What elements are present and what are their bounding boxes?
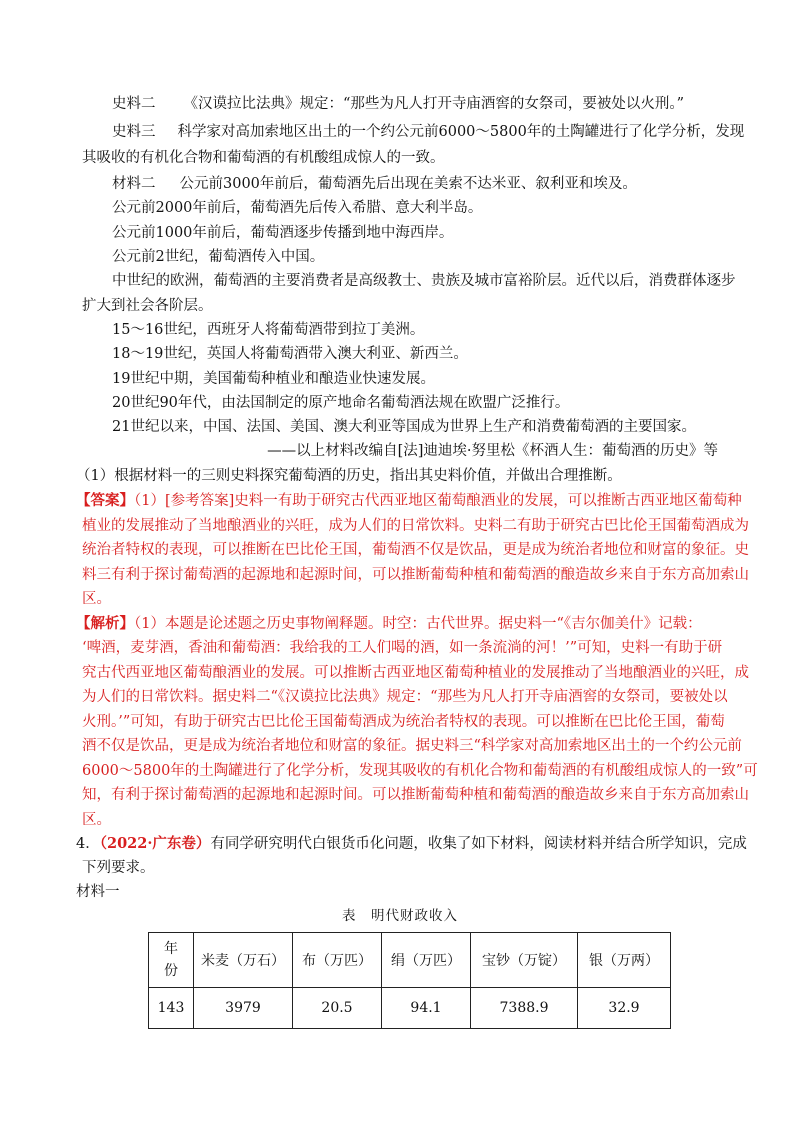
analysis-text: 为人们的日常饮料。据史料二“《汉谟拉比法典》规定：“那些为凡人打开寺庙酒窖的女祭司，要被处以 (82, 689, 728, 705)
timeline-item: 19世纪中期，美国葡萄种植业和酿造业快速发展。 (112, 371, 435, 387)
analysis-text: 知，有利于探讨葡萄酒的起源地和起源时间。可以推断葡萄种植和葡萄酒的酿造故乡来自于东方高加索山 (82, 787, 749, 803)
analysis-text: 6000～5800年的土陶罐进行了化学分析，发现其吸收的有机化合物和葡萄酒的有机酸组成惊人的一致”可 (82, 763, 758, 779)
material-1-label: 材料一 (76, 884, 120, 900)
analysis-text: 火刑。’”可知，有助于研究古巴比伦王国葡萄酒成为统治者特权的表现。可以推断在巴比伦王国，葡萄 (82, 714, 725, 730)
answer-text: 料三有利于探讨葡萄酒的起源地和起源时间，可以推断葡萄种植和葡萄酒的酿造故乡来自于东方高加索山 (82, 567, 749, 583)
table-row (149, 988, 671, 1029)
timeline-item: 18～19世纪，英国人将葡萄酒带入澳大利亚、新西兰。 (112, 346, 468, 362)
timeline-item: 公元前3000年前后，葡萄酒先后出现在美索不达米亚、叙利亚和埃及。 (179, 176, 637, 192)
shiliao3-label: 史料三 (112, 124, 156, 140)
column-header: 银（万两） (578, 933, 671, 988)
cailiao2-label: 材料二 (112, 176, 156, 192)
timeline-item: 20世纪90年代，由法国制定的原产地命名葡萄酒法规在欧盟广泛推行。 (112, 395, 570, 411)
table-cell: 20.5 (293, 988, 382, 1029)
column-header: 绢（万匹） (382, 933, 471, 988)
analysis-tag: 【解析】 (76, 615, 134, 632)
timeline-item: 公元前1000年前后，葡萄酒逐步传播到地中海西岸。 (112, 225, 454, 241)
table-caption: 表 明代财政收入 (342, 908, 458, 924)
answer-line (76, 491, 742, 511)
timeline-item: 扩大到社会各阶层。 (82, 298, 213, 314)
shiliao3-line1 (112, 122, 744, 142)
analysis-text: （1）本题是论述题之历史事物阐释题。时空：古代世界。据史料一“《吉尔伽美什》记载： (134, 616, 702, 632)
analysis-text: 究古代西亚地区葡萄酿酒业的发展。可以推断古西亚地区葡萄种植业的发展推动了当地酿酒业的兴旺，成 (82, 665, 749, 681)
question-1: （1）根据材料一的三则史料探究葡萄酒的历史，指出其史料价值，并做出合理推断。 (76, 468, 622, 484)
shiliao2-line (112, 94, 684, 114)
table-cell: 7388.9 (471, 988, 578, 1029)
timeline-item: 21世纪以来，中国、法国、美国、澳大利亚等国成为世界上生产和消费葡萄酒的主要国家。 (112, 419, 696, 435)
column-header: 宝钞（万锭） (471, 933, 578, 988)
shiliao2-text: 《汉谟拉比法典》规定：“那些为凡人打开寺庙酒窖的女祭司，要被处以火刑。” (183, 96, 685, 112)
shiliao3-text1: 科学家对高加索地区出土的一个约公元前6000～5800年的土陶罐进行了化学分析，发现 (177, 124, 745, 140)
column-header: 布（万匹） (293, 933, 382, 988)
analysis-line (76, 614, 702, 634)
answer-text: （1）[参考答案]史料一有助于研究古代西亚地区葡萄酿酒业的发展，可以推断古西亚地区葡萄种 (134, 493, 742, 509)
q4-line2: 下列要求。 (82, 860, 155, 876)
table-cell: 3979 (194, 988, 293, 1029)
analysis-text: 区。 (82, 812, 111, 828)
timeline-item: 公元前2世纪，葡萄酒传入中国。 (112, 249, 325, 265)
table-cell-year: 143 (149, 988, 194, 1029)
column-header: 米麦（万石） (194, 933, 293, 988)
timeline-item: 15～16世纪，西班牙人将葡萄酒带到拉丁美洲。 (112, 322, 425, 338)
timeline-item: 公元前2000年前后，葡萄酒先后传入希腊、意大利半岛。 (112, 200, 483, 216)
analysis-text: ‘啤酒，麦芽酒，香油和葡萄酒：我给我的工人们喝的酒，如一条流淌的河！’”可知，史料一有助于研 (82, 640, 723, 656)
answer-text: 植业的发展推动了当地酿酒业的兴旺，成为人们的日常饮料。史料二有助于研究古巴比伦王国葡萄酒成为 (82, 518, 749, 534)
fiscal-income-table (148, 932, 671, 1029)
q4-number: 4． (76, 836, 100, 852)
q4-line1 (76, 834, 747, 854)
shiliao3-line2: 其吸收的有机化合物和葡萄酒的有机酸组成惊人的一致。 (82, 150, 445, 166)
table-header-row (149, 933, 671, 988)
q4-source: （2022·广东卷） (99, 835, 211, 852)
cailiao2-line (112, 174, 637, 194)
answer-text: 区。 (82, 591, 111, 607)
material-source: ——以上材料改编自[法]迪迪埃·努里松《杯酒人生：葡萄酒的历史》等 (267, 443, 718, 459)
answer-text: 统治者特权的表现，可以推断在巴比伦王国，葡萄酒不仅是饮品，更是成为统治者地位和财富的象征。史 (82, 542, 749, 558)
year-header: 年 份 (149, 933, 194, 988)
answer-tag: 【答案】 (76, 492, 134, 509)
timeline-item: 中世纪的欧洲，葡萄酒的主要消费者是高级教士、贵族及城市富裕阶层。近代以后，消费群体逐步 (112, 273, 736, 289)
analysis-text: 酒不仅是饮品，更是成为统治者地位和财富的象征。据史料三“科学家对高加索地区出土的一个约公元前 (82, 738, 742, 754)
shiliao2-label: 史料二 (112, 96, 156, 112)
q4-text1: 有同学研究明代白银货币化问题，收集了如下材料，阅读材料并结合所学知识，完成 (210, 836, 747, 852)
table-cell: 94.1 (382, 988, 471, 1029)
table-cell: 32.9 (578, 988, 671, 1029)
